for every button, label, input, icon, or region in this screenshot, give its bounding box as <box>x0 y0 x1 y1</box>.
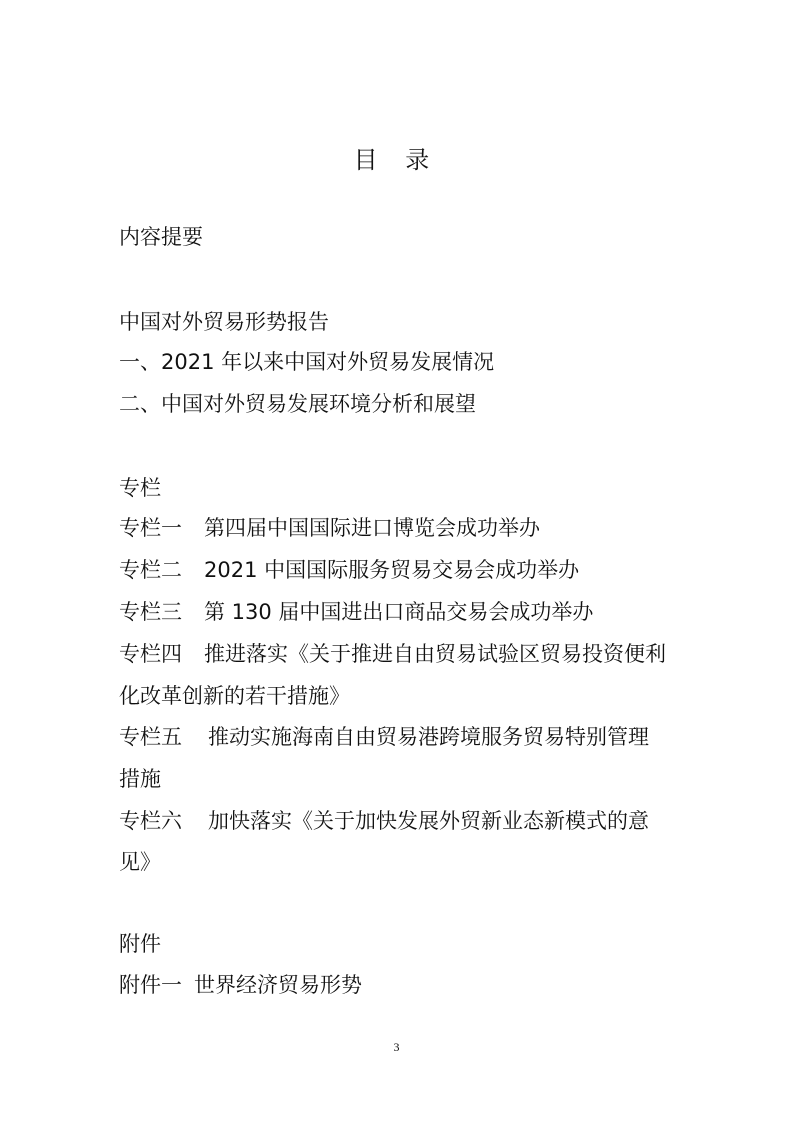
column-title: 第四届中国国际进口博览会成功举办 <box>204 516 540 540</box>
column-title: 推进落实《关于推进自由贸易试验区贸易投资便利 <box>204 642 666 666</box>
column-label: 专栏五 <box>119 725 182 749</box>
page-title: 目 录 <box>353 146 440 174</box>
toc-entry-column-3 <box>119 598 593 626</box>
toc-entry-column-5 <box>119 723 649 751</box>
toc-entry-column-4-cont: 化改革创新的若干措施》 <box>119 684 350 708</box>
toc-heading-annex: 附件 <box>119 932 161 956</box>
toc-entry-part-1: 一、2021 年以来中国对外贸易发展情况 <box>119 350 495 374</box>
column-label: 专栏四 <box>119 642 182 666</box>
annex-label: 附件一 <box>119 973 182 997</box>
column-label: 专栏二 <box>119 558 182 582</box>
annex-title: 世界经济贸易形势 <box>194 973 362 997</box>
column-title: 推动实施海南自由贸易港跨境服务贸易特别管理 <box>208 725 649 749</box>
toc-entry-part-2: 二、中国对外贸易发展环境分析和展望 <box>119 392 476 416</box>
column-label: 专栏一 <box>119 516 182 540</box>
toc-heading-columns: 专栏 <box>119 476 161 500</box>
toc-entry-annex-1 <box>119 971 362 999</box>
column-title: 加快落实《关于加快发展外贸新业态新模式的意 <box>208 809 649 833</box>
column-title: 第 130 届中国进出口商品交易会成功举办 <box>204 600 594 624</box>
toc-entry-column-6 <box>119 807 649 835</box>
toc-entry-column-5-cont: 措施 <box>119 767 161 791</box>
page-number: 3 <box>393 1040 400 1054</box>
toc-entry-column-2 <box>119 556 579 584</box>
column-label: 专栏六 <box>119 809 182 833</box>
toc-entry-summary: 内容提要 <box>119 225 203 249</box>
column-label: 专栏三 <box>119 600 182 624</box>
column-title: 2021 中国国际服务贸易交易会成功举办 <box>204 558 580 582</box>
toc-entry-column-1 <box>119 514 540 542</box>
toc-entry-column-6-cont: 见》 <box>119 850 161 874</box>
toc-heading-report: 中国对外贸易形势报告 <box>119 310 329 334</box>
toc-entry-column-4 <box>119 640 666 668</box>
